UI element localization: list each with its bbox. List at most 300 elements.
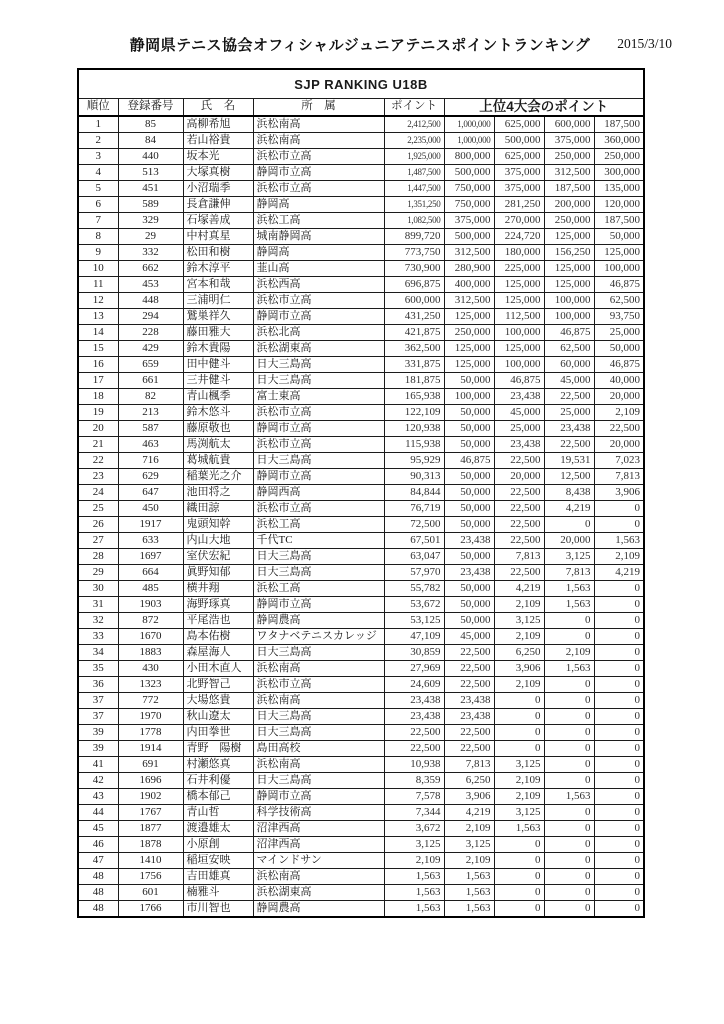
tournament4-points-cell: 7,023 — [594, 453, 644, 469]
tournament1-points-cell: 22,500 — [444, 677, 494, 693]
reg-no-cell: 1878 — [118, 837, 183, 853]
points-cell: 1,082,500 — [384, 213, 444, 229]
points-cell: 3,672 — [384, 821, 444, 837]
table-title-row — [78, 69, 644, 99]
tournament1-points-cell: 125,000 — [444, 357, 494, 373]
name-cell: 鈴木淳平 — [183, 261, 253, 277]
reg-no-cell: 589 — [118, 197, 183, 213]
name-cell: 渡邉雄太 — [183, 821, 253, 837]
tournament2-points-cell: 25,000 — [494, 421, 544, 437]
tournament4-points-cell: 187,500 — [594, 116, 644, 133]
tournament1-points-cell: 1,000,000 — [444, 116, 494, 133]
tournament1-points-cell: 50,000 — [444, 469, 494, 485]
tournament1-points-cell: 50,000 — [444, 437, 494, 453]
tournament3-points-cell: 12,500 — [544, 469, 594, 485]
name-cell: 秋山遼太 — [183, 709, 253, 725]
affiliation-cell: 静岡市立高 — [253, 421, 384, 437]
reg-no-cell: 463 — [118, 437, 183, 453]
tournament1-points-cell: 50,000 — [444, 581, 494, 597]
tournament2-points-cell: 375,000 — [494, 181, 544, 197]
reg-no-cell: 772 — [118, 693, 183, 709]
tournament2-points-cell: 22,500 — [494, 501, 544, 517]
tournament4-points-cell: 0 — [594, 677, 644, 693]
table-row — [78, 741, 644, 757]
name-cell: 三井健斗 — [183, 373, 253, 389]
points-cell: 72,500 — [384, 517, 444, 533]
tournament3-points-cell: 0 — [544, 821, 594, 837]
table-row — [78, 149, 644, 165]
tournament1-points-cell: 400,000 — [444, 277, 494, 293]
reg-no-cell: 1883 — [118, 645, 183, 661]
tournament4-points-cell: 0 — [594, 805, 644, 821]
tournament3-points-cell: 375,000 — [544, 133, 594, 149]
tournament1-points-cell: 50,000 — [444, 517, 494, 533]
table-row — [78, 613, 644, 629]
tournament3-points-cell: 187,500 — [544, 181, 594, 197]
tournament2-points-cell: 22,500 — [494, 453, 544, 469]
table-row — [78, 325, 644, 341]
tournament4-points-cell: 93,750 — [594, 309, 644, 325]
rank-cell: 26 — [78, 517, 118, 533]
tournament4-points-cell: 0 — [594, 821, 644, 837]
points-cell: 2,235,000 — [384, 133, 444, 149]
table-row — [78, 116, 644, 133]
reg-no-cell: 29 — [118, 229, 183, 245]
reg-no-cell: 1696 — [118, 773, 183, 789]
rank-cell: 30 — [78, 581, 118, 597]
reg-no-cell: 1914 — [118, 741, 183, 757]
points-cell: 7,578 — [384, 789, 444, 805]
name-cell: 藤田雅大 — [183, 325, 253, 341]
reg-no-cell: 82 — [118, 389, 183, 405]
affiliation-cell: 日大三島高 — [253, 549, 384, 565]
tournament3-points-cell: 8,438 — [544, 485, 594, 501]
tournament2-points-cell: 7,813 — [494, 549, 544, 565]
reg-no-cell: 872 — [118, 613, 183, 629]
tournament1-points-cell: 750,000 — [444, 197, 494, 213]
tournament4-points-cell: 0 — [594, 709, 644, 725]
tournament1-points-cell: 50,000 — [444, 549, 494, 565]
affiliation-cell: 沼津西高 — [253, 837, 384, 853]
ranking-table — [77, 68, 645, 918]
tournament3-points-cell: 312,500 — [544, 165, 594, 181]
table-row — [78, 293, 644, 309]
affiliation-cell: 沼津西高 — [253, 821, 384, 837]
table-row — [78, 197, 644, 213]
rank-cell: 19 — [78, 405, 118, 421]
reg-no-cell: 1903 — [118, 597, 183, 613]
tournament4-points-cell: 46,875 — [594, 357, 644, 373]
points-cell: 773,750 — [384, 245, 444, 261]
rank-cell: 10 — [78, 261, 118, 277]
tournament2-points-cell: 125,000 — [494, 341, 544, 357]
tournament3-points-cell: 200,000 — [544, 197, 594, 213]
rank-cell: 35 — [78, 661, 118, 677]
reg-no-cell: 587 — [118, 421, 183, 437]
name-cell: 吉田雄真 — [183, 869, 253, 885]
table-row — [78, 357, 644, 373]
affiliation-cell: 富士東高 — [253, 389, 384, 405]
table-row — [78, 181, 644, 197]
affiliation-cell: 日大三島高 — [253, 357, 384, 373]
table-header-row — [78, 99, 644, 117]
tournament2-points-cell: 3,906 — [494, 661, 544, 677]
tournament4-points-cell: 0 — [594, 757, 644, 773]
tournament3-points-cell: 0 — [544, 901, 594, 918]
tournament2-points-cell: 0 — [494, 901, 544, 918]
points-cell: 730,900 — [384, 261, 444, 277]
tournament4-points-cell: 135,000 — [594, 181, 644, 197]
tournament1-points-cell: 375,000 — [444, 213, 494, 229]
affiliation-cell: 浜松市立高 — [253, 149, 384, 165]
table-row — [78, 405, 644, 421]
tournament2-points-cell: 0 — [494, 869, 544, 885]
name-cell: 青野 陽樹 — [183, 741, 253, 757]
rank-cell: 43 — [78, 789, 118, 805]
tournament2-points-cell: 6,250 — [494, 645, 544, 661]
tournament3-points-cell: 0 — [544, 853, 594, 869]
tournament4-points-cell: 250,000 — [594, 149, 644, 165]
tournament4-points-cell: 0 — [594, 661, 644, 677]
tournament3-points-cell: 0 — [544, 741, 594, 757]
table-row — [78, 645, 644, 661]
affiliation-cell: 浜松市立高 — [253, 181, 384, 197]
reg-no-cell: 430 — [118, 661, 183, 677]
affiliation-cell: 静岡市立高 — [253, 597, 384, 613]
reg-no-cell: 1323 — [118, 677, 183, 693]
tournament1-points-cell: 22,500 — [444, 741, 494, 757]
tournament1-points-cell: 1,563 — [444, 869, 494, 885]
name-cell: 内田拳世 — [183, 725, 253, 741]
reg-no-cell: 716 — [118, 453, 183, 469]
col-header-top4: 上位4大会のポイント — [444, 99, 644, 117]
table-row — [78, 885, 644, 901]
affiliation-cell: 島田高校 — [253, 741, 384, 757]
reg-no-cell: 1756 — [118, 869, 183, 885]
table-row — [78, 245, 644, 261]
tournament4-points-cell: 0 — [594, 645, 644, 661]
tournament2-points-cell: 0 — [494, 741, 544, 757]
reg-no-cell: 1697 — [118, 549, 183, 565]
affiliation-cell: 城南静岡高 — [253, 229, 384, 245]
points-cell: 27,969 — [384, 661, 444, 677]
points-cell: 55,782 — [384, 581, 444, 597]
tournament1-points-cell: 100,000 — [444, 389, 494, 405]
rank-cell: 39 — [78, 741, 118, 757]
tournament3-points-cell: 0 — [544, 613, 594, 629]
name-cell: 宮本和哉 — [183, 277, 253, 293]
name-cell: 藤原敬也 — [183, 421, 253, 437]
points-cell: 696,875 — [384, 277, 444, 293]
rank-cell: 34 — [78, 645, 118, 661]
tournament1-points-cell: 45,000 — [444, 629, 494, 645]
table-row — [78, 677, 644, 693]
col-header-name: 氏 名 — [183, 99, 253, 117]
tournament1-points-cell: 3,125 — [444, 837, 494, 853]
tournament1-points-cell: 750,000 — [444, 181, 494, 197]
rank-cell: 4 — [78, 165, 118, 181]
affiliation-cell: 日大三島高 — [253, 725, 384, 741]
table-row — [78, 853, 644, 869]
affiliation-cell: 静岡高 — [253, 245, 384, 261]
tournament3-points-cell: 0 — [544, 757, 594, 773]
affiliation-cell: 浜松南高 — [253, 661, 384, 677]
rank-cell: 16 — [78, 357, 118, 373]
tournament4-points-cell: 360,000 — [594, 133, 644, 149]
points-cell: 3,125 — [384, 837, 444, 853]
points-cell: 95,929 — [384, 453, 444, 469]
rank-cell: 15 — [78, 341, 118, 357]
rank-cell: 21 — [78, 437, 118, 453]
table-row — [78, 789, 644, 805]
name-cell: 村瀬悠真 — [183, 757, 253, 773]
tournament3-points-cell: 0 — [544, 629, 594, 645]
tournament2-points-cell: 112,500 — [494, 309, 544, 325]
tournament4-points-cell: 50,000 — [594, 229, 644, 245]
col-header-reg-no: 登録番号 — [118, 99, 183, 117]
tournament3-points-cell: 250,000 — [544, 213, 594, 229]
tournament2-points-cell: 100,000 — [494, 325, 544, 341]
name-cell: 高柳希旭 — [183, 116, 253, 133]
table-row — [78, 757, 644, 773]
tournament3-points-cell: 0 — [544, 517, 594, 533]
name-cell: 内山大地 — [183, 533, 253, 549]
table-row — [78, 261, 644, 277]
table-row — [78, 533, 644, 549]
name-cell: 小沼瑞季 — [183, 181, 253, 197]
affiliation-cell: 静岡高 — [253, 197, 384, 213]
points-cell: 84,844 — [384, 485, 444, 501]
table-row — [78, 661, 644, 677]
table-row — [78, 709, 644, 725]
points-cell: 53,672 — [384, 597, 444, 613]
rank-cell: 8 — [78, 229, 118, 245]
reg-no-cell: 429 — [118, 341, 183, 357]
points-cell: 1,487,500 — [384, 165, 444, 181]
tournament1-points-cell: 50,000 — [444, 405, 494, 421]
tournament2-points-cell: 3,125 — [494, 757, 544, 773]
rank-cell: 23 — [78, 469, 118, 485]
reg-no-cell: 664 — [118, 565, 183, 581]
tournament2-points-cell: 625,000 — [494, 116, 544, 133]
tournament3-points-cell: 0 — [544, 677, 594, 693]
tournament2-points-cell: 500,000 — [494, 133, 544, 149]
tournament4-points-cell: 300,000 — [594, 165, 644, 181]
name-cell: 若山裕貴 — [183, 133, 253, 149]
tournament1-points-cell: 500,000 — [444, 165, 494, 181]
name-cell: 松田和樹 — [183, 245, 253, 261]
tournament4-points-cell: 0 — [594, 773, 644, 789]
tournament3-points-cell: 0 — [544, 869, 594, 885]
points-cell: 1,351,250 — [384, 197, 444, 213]
tournament4-points-cell: 120,000 — [594, 197, 644, 213]
tournament2-points-cell: 224,720 — [494, 229, 544, 245]
table-row — [78, 165, 644, 181]
tournament2-points-cell: 0 — [494, 837, 544, 853]
tournament4-points-cell: 0 — [594, 629, 644, 645]
rank-cell: 11 — [78, 277, 118, 293]
rank-cell: 18 — [78, 389, 118, 405]
name-cell: 鬼頭知幹 — [183, 517, 253, 533]
points-cell: 421,875 — [384, 325, 444, 341]
tournament2-points-cell: 0 — [494, 853, 544, 869]
rank-cell: 20 — [78, 421, 118, 437]
rank-cell: 48 — [78, 901, 118, 918]
name-cell: 稲垣安映 — [183, 853, 253, 869]
name-cell: 中村真星 — [183, 229, 253, 245]
tournament3-points-cell: 0 — [544, 837, 594, 853]
points-cell: 122,109 — [384, 405, 444, 421]
rank-cell: 29 — [78, 565, 118, 581]
affiliation-cell: 静岡農高 — [253, 613, 384, 629]
tournament1-points-cell: 2,109 — [444, 853, 494, 869]
points-cell: 2,109 — [384, 853, 444, 869]
affiliation-cell: 静岡市立高 — [253, 469, 384, 485]
col-header-points: ポイント — [384, 99, 444, 117]
rank-cell: 17 — [78, 373, 118, 389]
rank-cell: 24 — [78, 485, 118, 501]
name-cell: 横井翔 — [183, 581, 253, 597]
rank-cell: 37 — [78, 709, 118, 725]
reg-no-cell: 1410 — [118, 853, 183, 869]
reg-no-cell: 332 — [118, 245, 183, 261]
table-row — [78, 565, 644, 581]
name-cell: 青山哲 — [183, 805, 253, 821]
tournament4-points-cell: 0 — [594, 501, 644, 517]
points-cell: 90,313 — [384, 469, 444, 485]
tournament2-points-cell: 625,000 — [494, 149, 544, 165]
affiliation-cell: 浜松湖東高 — [253, 341, 384, 357]
table-row — [78, 421, 644, 437]
points-cell: 7,344 — [384, 805, 444, 821]
affiliation-cell: 浜松北高 — [253, 325, 384, 341]
rank-cell: 14 — [78, 325, 118, 341]
reg-no-cell: 601 — [118, 885, 183, 901]
name-cell: 稲葉光之介 — [183, 469, 253, 485]
points-cell: 1,447,500 — [384, 181, 444, 197]
tournament4-points-cell: 22,500 — [594, 421, 644, 437]
reg-no-cell: 329 — [118, 213, 183, 229]
tournament3-points-cell: 100,000 — [544, 293, 594, 309]
tournament4-points-cell: 7,813 — [594, 469, 644, 485]
points-cell: 57,970 — [384, 565, 444, 581]
affiliation-cell: 日大三島高 — [253, 565, 384, 581]
tournament4-points-cell: 100,000 — [594, 261, 644, 277]
name-cell: 海野琢真 — [183, 597, 253, 613]
points-cell: 23,438 — [384, 709, 444, 725]
name-cell: 市川智也 — [183, 901, 253, 918]
table-row — [78, 773, 644, 789]
points-cell: 362,500 — [384, 341, 444, 357]
tournament3-points-cell: 1,563 — [544, 597, 594, 613]
reg-no-cell: 1970 — [118, 709, 183, 725]
affiliation-cell: 日大三島高 — [253, 373, 384, 389]
tournament1-points-cell: 23,438 — [444, 565, 494, 581]
tournament3-points-cell: 0 — [544, 773, 594, 789]
affiliation-cell: 浜松市立高 — [253, 501, 384, 517]
affiliation-cell: 浜松南高 — [253, 869, 384, 885]
tournament1-points-cell: 22,500 — [444, 661, 494, 677]
reg-no-cell: 629 — [118, 469, 183, 485]
points-cell: 1,563 — [384, 869, 444, 885]
tournament2-points-cell: 22,500 — [494, 485, 544, 501]
rank-cell: 5 — [78, 181, 118, 197]
points-cell: 600,000 — [384, 293, 444, 309]
tournament3-points-cell: 19,531 — [544, 453, 594, 469]
tournament1-points-cell: 4,219 — [444, 805, 494, 821]
table-row — [78, 693, 644, 709]
table-row — [78, 437, 644, 453]
rank-cell: 44 — [78, 805, 118, 821]
table-row — [78, 549, 644, 565]
tournament3-points-cell: 22,500 — [544, 389, 594, 405]
document-title: 静岡県テニス協会オフィシャルジュニアテニスポイントランキング — [129, 37, 591, 54]
tournament3-points-cell: 62,500 — [544, 341, 594, 357]
reg-no-cell: 440 — [118, 149, 183, 165]
table-row — [78, 901, 644, 918]
affiliation-cell: 日大三島高 — [253, 709, 384, 725]
name-cell: 青山楓季 — [183, 389, 253, 405]
affiliation-cell: 浜松南高 — [253, 693, 384, 709]
tournament3-points-cell: 23,438 — [544, 421, 594, 437]
table-row — [78, 485, 644, 501]
reg-no-cell: 1670 — [118, 629, 183, 645]
tournament3-points-cell: 20,000 — [544, 533, 594, 549]
reg-no-cell: 228 — [118, 325, 183, 341]
tournament1-points-cell: 22,500 — [444, 725, 494, 741]
rank-cell: 9 — [78, 245, 118, 261]
col-header-rank: 順位 — [78, 99, 118, 117]
name-cell: 平尾浩也 — [183, 613, 253, 629]
name-cell: 大塚真樹 — [183, 165, 253, 181]
rank-cell: 47 — [78, 853, 118, 869]
table-row — [78, 469, 644, 485]
table-row — [78, 213, 644, 229]
affiliation-cell: 浜松工高 — [253, 213, 384, 229]
reg-no-cell: 450 — [118, 501, 183, 517]
points-cell: 22,500 — [384, 741, 444, 757]
tournament2-points-cell: 375,000 — [494, 165, 544, 181]
points-cell: 115,938 — [384, 437, 444, 453]
points-cell: 24,609 — [384, 677, 444, 693]
tournament1-points-cell: 3,906 — [444, 789, 494, 805]
name-cell: 馬渕航太 — [183, 437, 253, 453]
affiliation-cell: 静岡市立高 — [253, 789, 384, 805]
tournament1-points-cell: 50,000 — [444, 485, 494, 501]
name-cell: 大場悠貴 — [183, 693, 253, 709]
points-cell: 23,438 — [384, 693, 444, 709]
tournament4-points-cell: 0 — [594, 597, 644, 613]
tournament3-points-cell: 60,000 — [544, 357, 594, 373]
points-cell: 181,875 — [384, 373, 444, 389]
tournament1-points-cell: 50,000 — [444, 373, 494, 389]
reg-no-cell: 647 — [118, 485, 183, 501]
tournament4-points-cell: 46,875 — [594, 277, 644, 293]
tournament4-points-cell: 2,109 — [594, 405, 644, 421]
table-row — [78, 133, 644, 149]
affiliation-cell: 浜松市立高 — [253, 437, 384, 453]
tournament1-points-cell: 50,000 — [444, 613, 494, 629]
name-cell: 石塚善成 — [183, 213, 253, 229]
tournament4-points-cell: 0 — [594, 901, 644, 918]
tournament2-points-cell: 2,109 — [494, 677, 544, 693]
tournament3-points-cell: 125,000 — [544, 261, 594, 277]
points-cell: 1,563 — [384, 901, 444, 918]
document-header — [0, 34, 724, 56]
affiliation-cell: 浜松南高 — [253, 116, 384, 133]
tournament3-points-cell: 0 — [544, 805, 594, 821]
table-row — [78, 805, 644, 821]
